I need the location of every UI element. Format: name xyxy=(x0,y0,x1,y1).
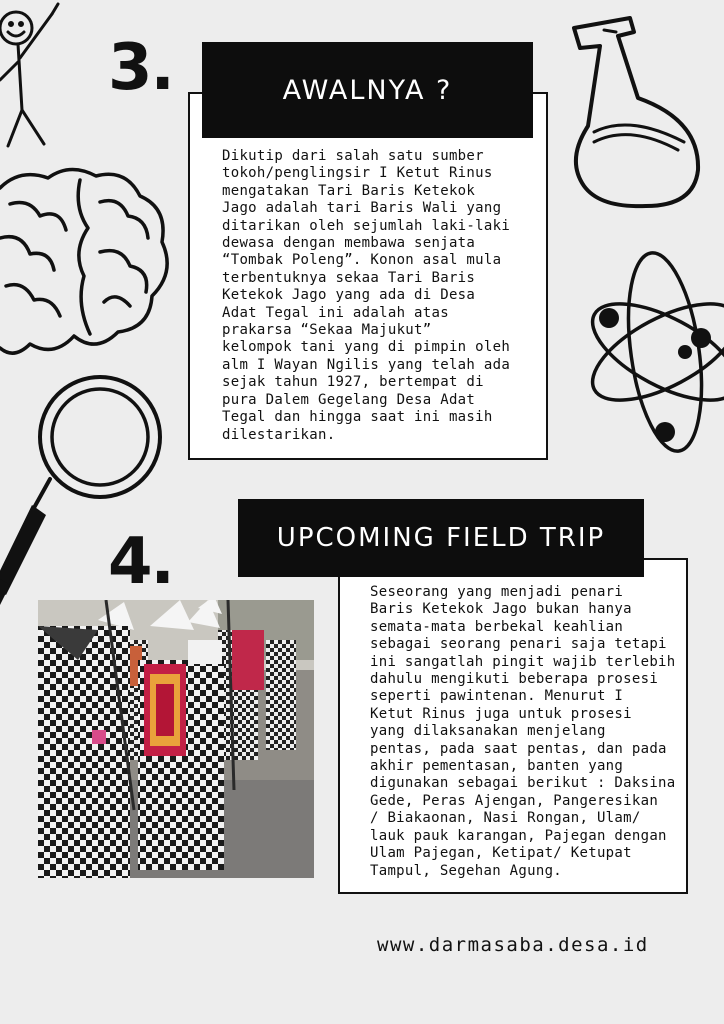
brain-icon xyxy=(0,168,172,368)
flask-icon xyxy=(560,10,710,215)
section-body-box xyxy=(338,558,688,894)
section-number: 3. xyxy=(108,31,173,105)
section-title-bar xyxy=(202,42,533,138)
footer-website: www.darmasaba.desa.id xyxy=(377,934,649,956)
section-body-box xyxy=(188,92,548,460)
section-title: UPCOMING FIELD TRIP xyxy=(276,523,606,553)
stick-figure-icon xyxy=(0,0,70,150)
section-title-bar xyxy=(238,499,644,577)
dancers-photo xyxy=(38,600,314,878)
atom-icon xyxy=(585,252,724,462)
section-body-text: Dikutip dari salah satu sumber tokoh/penglingsir I Ketut Rinus mengatakan Tari Baris Ketekok Jago adalah tari Baris Wali yang ditarikan oleh sejumlah laki-laki dewasa dengan membawa senjata “Tombak Poleng”. Konon asal mula terbentuknya sekaa Tari Baris Ketekok Jago yang ada di Desa Adat Tegal ini adalah atas prakarsa “Sekaa Majukut” kelompok tani yang di pimpin oleh alm I Wayan Ngilis yang telah ada sejak tahun 1927, bertempat di pura Dalem Gegelang Desa Adat Tegal dan hingga saat ini masih dilestarikan. xyxy=(222,148,511,443)
section-title: AWALNYA ? xyxy=(282,74,453,106)
section-number: 4. xyxy=(108,525,173,599)
section-body-text: Seseorang yang menjadi penari Baris Ketekok Jago bukan hanya semata-mata berbekal keahlian sebagai seorang penari saja tetapi ini sangatlah pingit wajib terlebih dahulu mengikuti beberapa prosesi seperti pawintenan. Menurut I Ketut Rinus juga untuk prosesi yang dilaksanakan menjelang pentas, pada saat pentas, dan pada akhir pementasan, banten yang digunakan sebagai berikut : Daksina Gede, Peras Ajengan, Pangeresikan / Biakaonan, Nasi Rongan, Ulam/ lauk pauk karangan, Pajegan dengan Ulam Pajegan, Ketipat/ Ketupat Tampul, Segehan Agung. xyxy=(370,584,676,879)
